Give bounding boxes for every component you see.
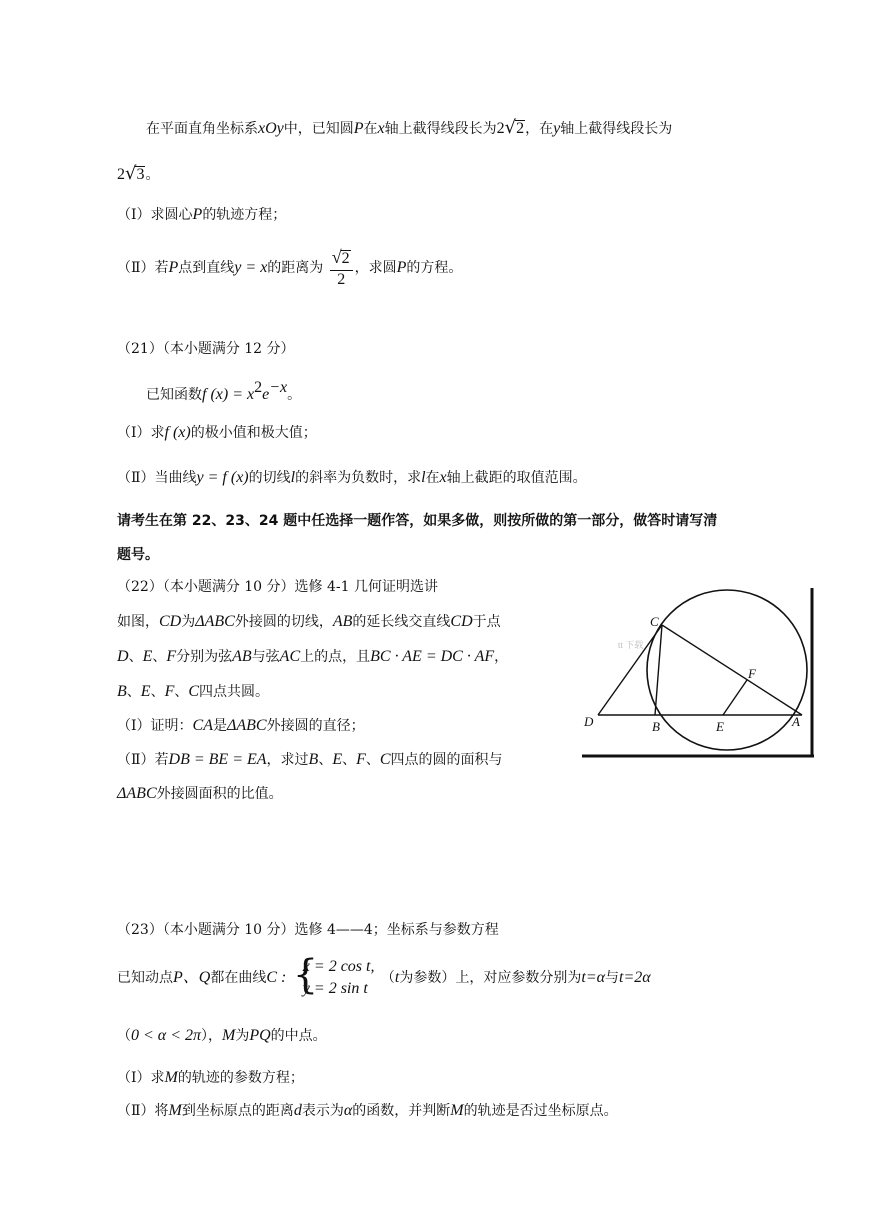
q23-text: （ (117, 1028, 131, 1044)
label-e: E (716, 719, 724, 734)
q23-header: （23）（本小题满分 10 分）选修 4——4；坐标系与参数方程 (117, 922, 499, 938)
q23-part2 (117, 1101, 618, 1121)
q22-text: 与弦 (251, 649, 280, 665)
segment-dc (598, 625, 662, 715)
q22-text: 上的点，且 (300, 649, 371, 665)
label-c: C (650, 614, 659, 629)
q22-text: 于点 (472, 614, 501, 630)
q23-text: 到坐标原点的距离 (181, 1103, 294, 1119)
math-function: f (x) = x (202, 386, 255, 403)
q22-text: 四点的圆的面积与 (390, 752, 503, 768)
q23-text: 的轨迹的参数方程； (177, 1070, 304, 1086)
math-alpha: α (343, 1102, 353, 1119)
part-label: （Ⅱ）当曲线 (117, 470, 197, 486)
q21-part1 (117, 423, 317, 443)
q20-intro-line-2 (117, 164, 159, 185)
q21-text: 的切线 (248, 470, 291, 486)
math-exponent: −x (269, 379, 288, 396)
math-c: C (188, 683, 200, 700)
q20-text: ，求圆 (354, 260, 397, 276)
math-m: M (450, 1102, 464, 1119)
math-function: f (x) (164, 424, 191, 441)
q21-header: （21）（本小题满分 12 分） (117, 341, 295, 357)
q22-sep: 、 (342, 752, 357, 768)
part-label: （Ⅰ）求圆心 (117, 207, 193, 223)
part-label: （Ⅰ）求 (117, 1070, 165, 1086)
math-radicand: 2 (516, 120, 525, 137)
q21-text: 的斜率为负数时，求 (295, 470, 422, 486)
math-e-point: E (332, 751, 343, 768)
math-triangle: ΔABC (226, 717, 267, 734)
math-equation: DB = BE = EA (168, 751, 267, 768)
math-y: y (553, 120, 561, 137)
q20-part2 (117, 246, 462, 290)
q23-line-2 (117, 1026, 327, 1046)
q22-text: 的延长线交直线 (352, 614, 451, 630)
math-p: P (192, 206, 203, 223)
math-exponent: 2 (254, 379, 263, 396)
math-m: M (164, 1069, 178, 1086)
q22-text: 外接圆的直径； (266, 718, 365, 734)
q23-text: 为 (235, 1028, 250, 1044)
segment-ef (723, 680, 747, 715)
math-t-alpha: t=α (581, 969, 606, 986)
q21-text: 的极小值和极大值； (190, 425, 317, 441)
label-a: A (792, 714, 800, 729)
math-m: M (168, 1102, 182, 1119)
q22-line-1 (117, 612, 501, 632)
q23-text: ）， (201, 1028, 223, 1044)
part-label: （Ⅱ）若 (117, 752, 169, 768)
math-l: l (421, 469, 426, 486)
q22-text: 如图， (117, 614, 159, 630)
math-p: P (353, 120, 364, 137)
q21-text: 。 (287, 387, 302, 403)
q22-line-3 (117, 682, 269, 702)
math-b: B (308, 751, 319, 768)
part-label: （Ⅱ）将 (117, 1103, 169, 1119)
part-label: （Ⅱ）若 (117, 260, 169, 276)
math-e-point: E (140, 683, 151, 700)
system-row-1: x = 2 cos t, (302, 958, 375, 975)
q22-text: ， (494, 649, 509, 665)
math-p: P (396, 259, 407, 276)
math-d-dist: d (293, 1102, 302, 1119)
q20-text: 的轨迹方程； (202, 207, 287, 223)
q23-line-1 (117, 954, 651, 1002)
q22-sep: 、 (128, 649, 143, 665)
notice-line-2: 题号。 (117, 547, 159, 563)
q23-text: 的轨迹是否过坐标原点。 (463, 1103, 618, 1119)
q20-text: 的方程。 (406, 260, 463, 276)
math-l: l (290, 469, 296, 486)
q23-text: 为参数）上，对应参数分别为 (399, 970, 582, 986)
q22-text: ，求过 (266, 752, 309, 768)
q22-sep: 、 (150, 684, 165, 700)
q21-given (146, 378, 301, 405)
math-e-point: E (142, 648, 153, 665)
q23-text: 表示为 (301, 1103, 344, 1119)
math-x: x (377, 120, 385, 137)
math-pq-segment: PQ (249, 1027, 271, 1044)
watermark-stamp: tt 下载 (618, 640, 644, 650)
q21-text: 已知函数 (146, 387, 202, 403)
notice-line-1: 请考生在第 22、23、24 题中任选择一题作答，如果多做，则按所做的第一部分，做答时请写清 (117, 513, 718, 529)
q22-text: 四点共圆。 (199, 684, 270, 700)
frac-numerator: 2 (341, 250, 350, 267)
q20-text: ，在 (525, 121, 554, 137)
math-coef: 2 (117, 166, 125, 183)
q21-text: 在 (425, 470, 440, 486)
q20-text: 轴上截得线段长为 (560, 121, 673, 137)
q21-text: 轴上截距的取值范围。 (446, 470, 587, 486)
q22-part2 (117, 750, 503, 770)
label-d: D (584, 714, 594, 729)
q22-header: （22）（本小题满分 10 分）选修 4-1 几何证明选讲 (117, 579, 438, 595)
q23-text: 都在曲线 (210, 970, 267, 986)
math-t-2alpha: t=2α (619, 969, 651, 986)
sqrt-sign: √ (125, 163, 137, 184)
math-d: D (117, 648, 129, 665)
circumcircle (647, 590, 807, 750)
q20-text: 在 (363, 121, 378, 137)
math-m: M (222, 1027, 236, 1044)
math-x: x (439, 469, 447, 486)
math-equation: BC · AE = DC · AF (370, 648, 495, 665)
segment-cb (655, 625, 662, 715)
q23-text: 的函数，并判断 (352, 1103, 451, 1119)
q23-part1 (117, 1068, 304, 1088)
frac-denominator: 2 (337, 271, 346, 288)
q22-sep: 、 (318, 752, 333, 768)
q23-text: 已知动点 (117, 970, 173, 986)
math-ca: CA (192, 717, 213, 734)
q22-text: 是 (212, 718, 227, 734)
part-label: （Ⅰ）求 (117, 425, 165, 441)
math-t: t (394, 969, 400, 986)
math-triangle: ΔABC (195, 613, 235, 630)
math-radicand: 3 (136, 166, 145, 183)
equation-system (292, 952, 375, 1000)
q22-part2-cont (117, 784, 283, 804)
math-cd: CD (159, 613, 182, 630)
q22-text: 外接圆的切线， (234, 614, 333, 630)
q20-text: 中，已知圆 (283, 121, 354, 137)
q23-text: 与 (605, 970, 620, 986)
math-b: B (117, 683, 127, 700)
q22-text: 分别为弦 (176, 649, 233, 665)
math-p: P (168, 259, 179, 276)
q22-text: 外接圆面积的比值。 (156, 786, 283, 802)
math-function: y = f (x) (196, 469, 249, 486)
q22-text: 为 (181, 614, 196, 630)
brace-glyph: { (292, 952, 319, 998)
q20-text: 轴上截得线段长为 (384, 121, 497, 137)
sqrt-sign: √ (504, 117, 517, 138)
q22-line-2 (117, 647, 508, 667)
math-curve-c: C : (266, 969, 287, 986)
geometry-figure (578, 586, 818, 766)
q23-text: （ (380, 970, 395, 986)
q22-sep: 、 (152, 649, 167, 665)
math-f: F (166, 648, 177, 665)
math-ab: AB (232, 648, 252, 665)
math-c: C (379, 751, 391, 768)
math-ab: AB (332, 613, 353, 630)
q20-intro-line (146, 118, 672, 139)
q20-text: 在平面直角坐标系 (146, 121, 258, 137)
math-line-eq: y = x (234, 259, 268, 276)
math-range: 0 < α < 2π (131, 1027, 202, 1044)
math-triangle: ΔABC (117, 785, 157, 802)
math-coef: 2 (496, 120, 505, 137)
q20-text: 。 (145, 167, 160, 183)
q22-part1 (117, 716, 365, 736)
q23-text: 的中点。 (270, 1028, 327, 1044)
math-fraction: $\frac{√2}{2}$ (330, 247, 353, 289)
label-b: B (652, 719, 660, 734)
math-pq: P、Q (173, 969, 211, 986)
math-cd: CD (450, 613, 473, 630)
math-coord-system: xOy (258, 120, 284, 137)
math-f: F (164, 683, 175, 700)
math-f: F (356, 751, 366, 768)
q22-sep: 、 (174, 684, 189, 700)
part-label: （Ⅰ）证明： (117, 718, 193, 734)
label-f: F (748, 666, 756, 681)
q20-part1 (117, 205, 286, 225)
math-e: e (262, 386, 270, 403)
q21-part2 (117, 468, 587, 488)
q22-sep: 、 (126, 684, 141, 700)
q20-text: 的距离为 (267, 260, 324, 276)
q22-sep: 、 (365, 752, 380, 768)
q20-text: 点到直线 (178, 260, 235, 276)
system-row-2: y = 2 sin t (302, 980, 368, 997)
math-ac: AC (279, 648, 301, 665)
